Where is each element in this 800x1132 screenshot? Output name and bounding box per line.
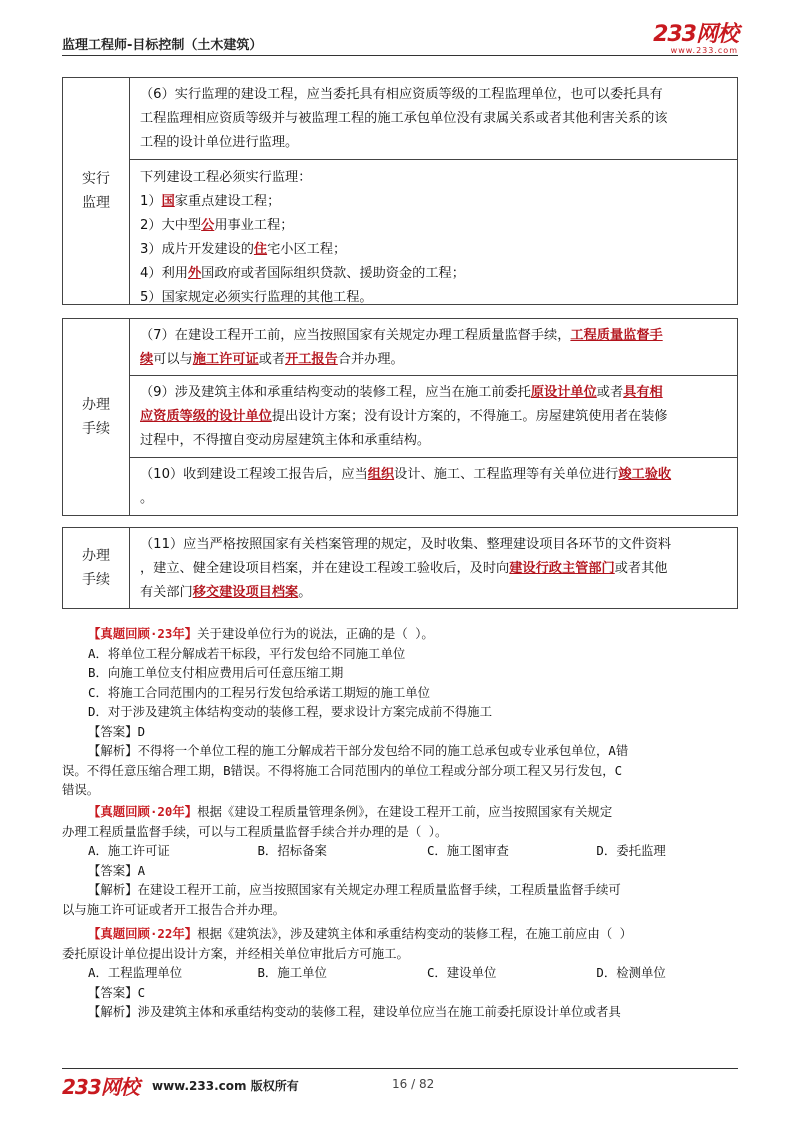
- cell-item-7: [130, 319, 737, 376]
- option-a: A．工程监理单位: [88, 965, 183, 980]
- label-line: 监理: [82, 195, 110, 211]
- text-line: 应资质等级的设计单位提出设计方案；没有设计方案的，不得施工。房屋建筑使用者在装修: [140, 409, 668, 424]
- analysis: 【解析】在建设工程开工前，应当按照国家有关规定办理工程质量监督手续，工程质量监督手续可: [88, 882, 621, 897]
- answer: 【答案】D: [88, 723, 146, 739]
- text-line: （9）涉及建筑主体和承重结构变动的装修工程，应当在施工前委托原设计单位或者具有相: [140, 385, 663, 400]
- header-divider: [62, 55, 738, 56]
- text-line: （7）在建设工程开工前，应当按照国家有关规定办理工程质量监督手续，工程质量监督手: [140, 328, 663, 343]
- text-line: 工程的设计单位进行监理。: [140, 135, 299, 150]
- cell-item-6: [130, 78, 737, 160]
- text-line: 有关部门移交建设项目档案。: [140, 585, 312, 600]
- brand-logo: [653, 24, 738, 55]
- row-label: [63, 528, 130, 608]
- label-line: 办理: [82, 548, 110, 564]
- table-archives: [62, 527, 738, 609]
- text-line: （11）应当严格按照国家有关档案管理的规定，及时收集、整理建设项目各环节的文件资料: [140, 537, 672, 552]
- option-b: B．招标备案: [257, 843, 327, 858]
- option-c: C．将施工合同范围内的工程另行发包给承诺工期短的施工单位: [88, 684, 431, 700]
- page-footer: [62, 1073, 738, 1097]
- text-line: 。: [140, 491, 154, 506]
- document-title: 监理工程师-目标控制（土木建筑）: [62, 38, 263, 53]
- option-a: A．将单位工程分解成若干标段，平行发包给不同施工单位: [88, 645, 406, 661]
- analysis-line: 错误。: [62, 782, 100, 797]
- table-supervision: [62, 77, 738, 305]
- question-20: [62, 802, 738, 919]
- question-tag: 【真题回顾·23年】: [88, 626, 198, 641]
- footer-divider: [62, 1068, 738, 1069]
- text-line: （6）实行监理的建设工程，应当委托具有相应资质等级的工程监理单位，也可以委托具有: [140, 87, 663, 102]
- option-d: D．委托监理: [596, 843, 666, 858]
- question-tag: 【真题回顾·22年】: [88, 926, 198, 941]
- question-stem: 【真题回顾·22年】根据《建筑法》，涉及建筑主体和承重结构变动的装修工程，在施工前应由（ ）: [88, 926, 633, 941]
- logo-text: 233网校: [653, 22, 738, 47]
- page-header: [62, 22, 738, 55]
- option-d: D．对于涉及建筑主体结构变动的装修工程，要求设计方案完成前不得施工: [88, 704, 492, 719]
- list-intro: 下列建设工程必须实行监理：: [140, 170, 312, 185]
- text-line: （10）收到建设工程竣工报告后，应当组织设计、施工、工程监理等有关单位进行竣工验收: [140, 467, 672, 482]
- answer: 【答案】A: [88, 862, 146, 878]
- option-b: B．向施工单位支付相应费用后可任意压缩工期: [88, 665, 344, 680]
- option-c: C．施工图审查: [426, 843, 509, 858]
- question-stem: 【真题回顾·20年】根据《建设工程质量管理条例》，在建设工程开工前，应当按照国家有关规定: [88, 804, 613, 819]
- option-b: B．施工单位: [257, 965, 327, 980]
- analysis-line: 以与施工许可证或者开工报告合并办理。: [62, 901, 286, 917]
- list-item: 5）国家规定必须实行监理的其他工程。: [140, 290, 373, 305]
- options-row: [88, 841, 738, 861]
- question-stem-line: 委托原设计单位提出设计方案，并经相关单位审批后方可施工。: [62, 945, 409, 961]
- label-line: 手续: [82, 421, 110, 437]
- label-line: 实行: [82, 171, 110, 187]
- question-23: [62, 624, 738, 800]
- cell-item-11: [130, 528, 737, 610]
- cell-mandatory-list: [130, 160, 737, 306]
- options-row: [88, 963, 738, 983]
- footer-logo: 233网校: [62, 1075, 139, 1099]
- list-item: 4）利用外国政府或者国际组织贷款、援助资金的工程；: [140, 266, 465, 281]
- question-stem-line: 办理工程质量监督手续，可以与工程质量监督手续合并办理的是（ ）。: [62, 823, 448, 839]
- answer: 【答案】C: [88, 984, 146, 1000]
- cell-item-10: [130, 458, 737, 517]
- option-a: A．施工许可证: [88, 843, 170, 858]
- footer-copyright[interactable]: www.233.com 版权所有: [152, 1079, 299, 1093]
- option-d: D．检测单位: [596, 965, 666, 980]
- row-label: [63, 319, 130, 515]
- label-line: 办理: [82, 397, 110, 413]
- analysis: 【解析】不得将一个单位工程的施工分解成若干部分发包给不同的施工总承包或专业承包单位，A错: [88, 743, 629, 758]
- list-item: 3）成片开发建设的住宅小区工程；: [140, 242, 347, 257]
- page-number: 16 / 82: [392, 1077, 435, 1091]
- text-line: 过程中，不得擅自变动房屋建筑主体和承重结构。: [140, 433, 431, 448]
- list-item: 1）国家重点建设工程；: [140, 194, 281, 209]
- text-line: 续可以与施工许可证或者开工报告合并办理。: [140, 352, 404, 367]
- text-line: ，建立、健全建设项目档案，并在建设工程竣工验收后，及时向建设行政主管部门或者其他: [140, 561, 668, 576]
- analysis: 【解析】涉及建筑主体和承重结构变动的装修工程，建设单位应当在施工前委托原设计单位或者具: [88, 1004, 621, 1019]
- text-line: 工程监理相应资质等级并与被监理工程的施工承包单位没有隶属关系或者其他利害关系的该: [140, 111, 668, 126]
- cell-item-9: [130, 376, 737, 458]
- logo-url: www.233.com: [670, 46, 738, 55]
- table-procedures: [62, 318, 738, 516]
- label-line: 手续: [82, 572, 110, 588]
- analysis-line: 误。不得任意压缩合理工期，B错误。不得将施工合同范围内的单位工程或分部分项工程又另行发包，C: [62, 762, 623, 778]
- list-item: 2）大中型公用事业工程；: [140, 218, 294, 233]
- question-stem: 【真题回顾·23年】关于建设单位行为的说法，正确的是（ ）。: [88, 626, 434, 641]
- option-c: C．建设单位: [426, 965, 497, 980]
- question-22: [62, 924, 738, 1022]
- row-label: [63, 78, 130, 304]
- question-tag: 【真题回顾·20年】: [88, 804, 198, 819]
